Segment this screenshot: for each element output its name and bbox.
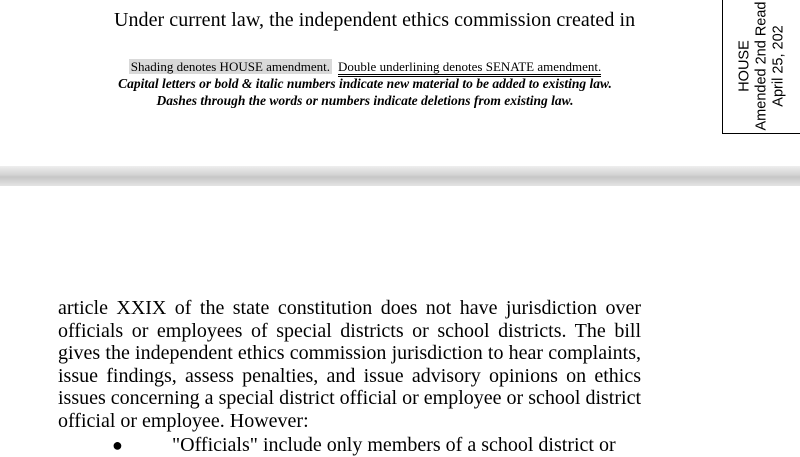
page-break-divider bbox=[0, 166, 800, 186]
bill-summary-paragraph: article XXIX of the state constitution does not have jurisdiction over officials or employees of special districts or school districts. The bill gives the independent ethics commission jurisdiction to hear complaints, issue findings, assess penalties, and issue advisory opinions on ethics issues concerning a special district official or employee or school district official or employee. However: bbox=[58, 297, 641, 432]
capitals-note: Capital letters or bold & italic numbers indicate new material to be added to existing law. bbox=[118, 76, 612, 91]
bullet-icon: ● bbox=[112, 435, 123, 455]
house-amended-stamp bbox=[722, 0, 800, 134]
page-top-section bbox=[0, 0, 800, 166]
stamp-text bbox=[737, 2, 788, 131]
lead-text-line: Under current law, the independent ethics commission created in bbox=[114, 9, 636, 31]
senate-amendment-note: Double underlining denotes SENATE amendment. bbox=[338, 59, 601, 77]
legend-row-amendments bbox=[60, 58, 670, 75]
stamp-chamber: HOUSE bbox=[736, 40, 753, 92]
stamp-status: Amended 2nd Read bbox=[753, 1, 770, 131]
page-bottom-section bbox=[0, 186, 800, 456]
house-amendment-note: Shading denotes HOUSE amendment. bbox=[130, 59, 331, 74]
stamp-date: April 25, 202 bbox=[770, 25, 787, 107]
bullet-item bbox=[112, 434, 616, 457]
amendment-legend bbox=[60, 58, 670, 109]
dashes-note: Dashes through the words or numbers indicate deletions from existing law. bbox=[156, 93, 574, 108]
bullet-text: "Officials" include only members of a school district or bbox=[172, 434, 616, 456]
